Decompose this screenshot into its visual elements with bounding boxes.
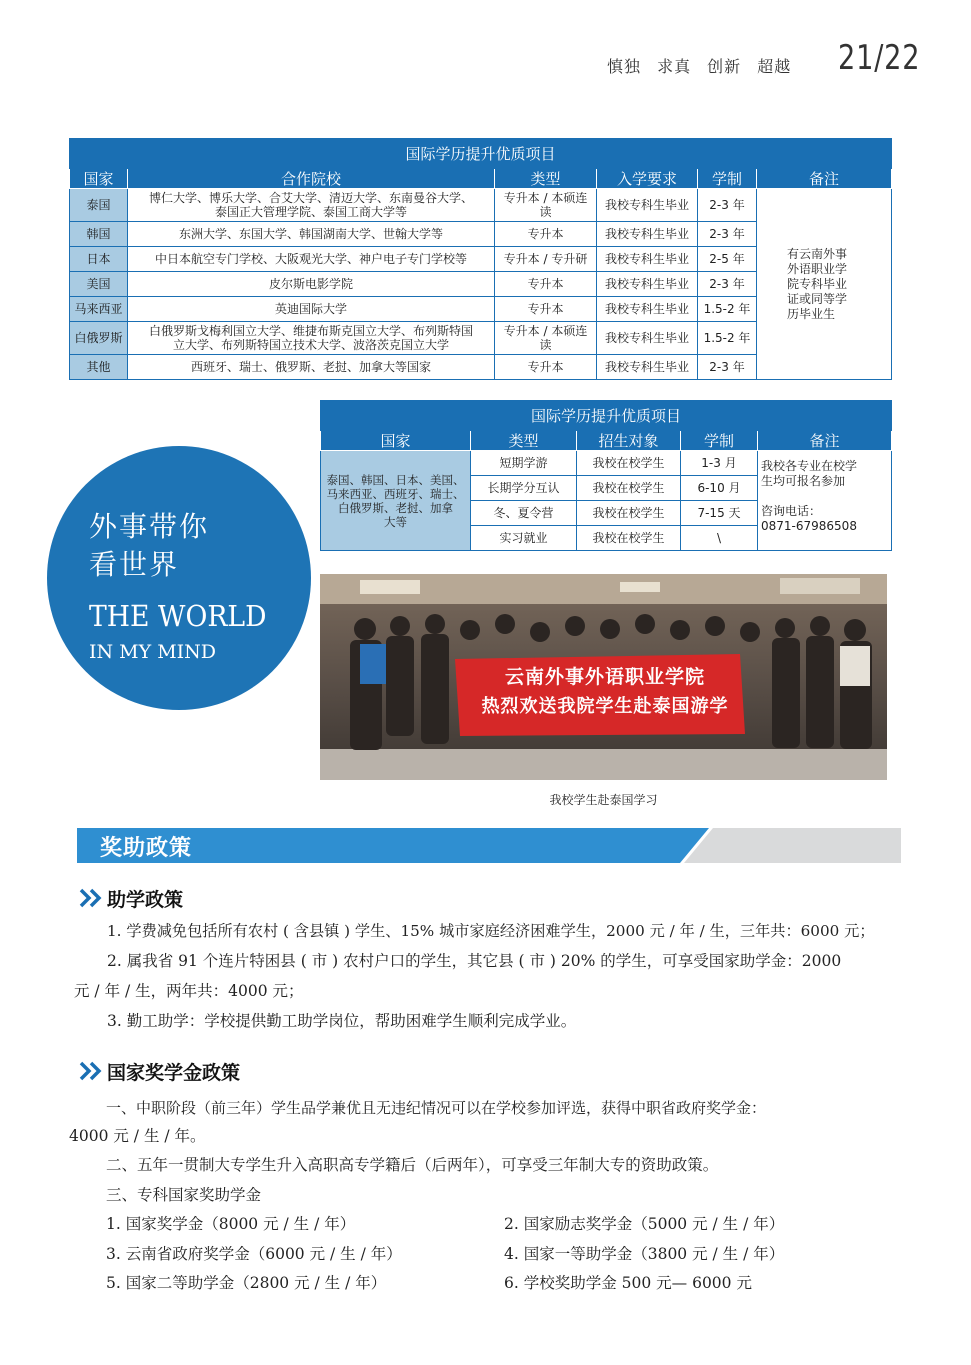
requirement-cell: 我校专科生毕业 bbox=[597, 355, 698, 380]
scholarship-list-item: 4. 国家一等助学金（3800 元 / 生 / 年） bbox=[504, 1245, 785, 1263]
schools-cell: 东洲大学、东国大学、韩国湖南大学、世翰大学等 bbox=[128, 222, 495, 247]
duration-cell: 6-10 月 bbox=[681, 476, 758, 501]
type-cell: 冬、夏令营 bbox=[471, 501, 577, 526]
country-cell: 泰国 bbox=[70, 189, 128, 222]
column-header: 备注 bbox=[758, 431, 892, 451]
type-cell: 专升本 bbox=[495, 222, 597, 247]
requirement-cell: 我校专科生毕业 bbox=[597, 297, 698, 322]
aid-item: 3. 勤工助学：学校提供勤工助学岗位，帮助困难学生顺利完成学业。 bbox=[107, 1012, 577, 1030]
scholarship-paragraph: 一、中职阶段（前三年）学生品学兼优且无违纪情况可以在学校参加评选，获得中职省政府奖学金： bbox=[106, 1099, 767, 1117]
type-cell: 专升本 bbox=[495, 297, 597, 322]
country-cell: 马来西亚 bbox=[70, 297, 128, 322]
scholarship-list-item: 2. 国家励志奖学金（5000 元 / 生 / 年） bbox=[504, 1215, 785, 1233]
duration-cell: 1.5-2 年 bbox=[698, 322, 757, 355]
column-header: 招生对象 bbox=[577, 431, 681, 451]
duration-cell: 7-15 天 bbox=[681, 501, 758, 526]
remarks-cell: 我校各专业在校学 生均可报名参加 咨询电话： 0871-67986508 bbox=[758, 451, 892, 551]
scholarship-paragraph: 4000 元 / 生 / 年。 bbox=[69, 1127, 206, 1145]
column-header: 学制 bbox=[681, 431, 758, 451]
type-cell: 专升本 / 专升研 bbox=[495, 247, 597, 272]
column-header: 入学要求 bbox=[597, 169, 698, 189]
aid-item: 元 / 年 / 生，两年共：4000 元； bbox=[74, 982, 304, 1000]
column-header: 类型 bbox=[471, 431, 577, 451]
country-cell: 其他 bbox=[70, 355, 128, 380]
slogan-circle bbox=[47, 446, 311, 710]
table-row bbox=[70, 189, 892, 222]
type-cell: 专升本 / 本硕连 读 bbox=[495, 189, 597, 222]
scholarship-heading: 国家奖学金政策 bbox=[78, 1058, 240, 1085]
country-cell: 美国 bbox=[70, 272, 128, 297]
double-chevron-icon bbox=[78, 888, 104, 908]
scholarship-list-item: 3. 云南省政府奖学金（6000 元 / 生 / 年） bbox=[106, 1245, 402, 1263]
requirement-cell: 我校专科生毕业 bbox=[597, 189, 698, 222]
scholarship-list-item: 5. 国家二等助学金（2800 元 / 生 / 年） bbox=[106, 1274, 387, 1292]
schools-cell: 博仁大学、博乐大学、合艾大学、清迈大学、东南曼谷大学、 泰国正大管理学院、泰国工商大学等 bbox=[128, 189, 495, 222]
duration-cell: \ bbox=[681, 526, 758, 551]
requirement-cell: 我校专科生毕业 bbox=[597, 322, 698, 355]
schools-cell: 西班牙、瑞士、俄罗斯、老挝、加拿大等国家 bbox=[128, 355, 495, 380]
requirement-cell: 我校专科生毕业 bbox=[597, 272, 698, 297]
scholarship-list-item: 1. 国家奖学金（8000 元 / 生 / 年） bbox=[106, 1215, 356, 1233]
table-caption: 国际学历提升优质项目 bbox=[70, 139, 892, 169]
degree-program-table bbox=[69, 138, 892, 380]
type-cell: 专升本 / 本硕连 读 bbox=[495, 322, 597, 355]
schools-cell: 中日本航空专门学校、大阪观光大学、神户电子专门学校等 bbox=[128, 247, 495, 272]
duration-cell: 2-3 年 bbox=[698, 222, 757, 247]
country-cell: 日本 bbox=[70, 247, 128, 272]
country-cell: 白俄罗斯 bbox=[70, 322, 128, 355]
section-title: 奖助政策 bbox=[100, 835, 193, 861]
duration-cell: 2-3 年 bbox=[698, 189, 757, 222]
duration-cell: 1.5-2 年 bbox=[698, 297, 757, 322]
column-header: 国家 bbox=[321, 431, 471, 451]
slogan-chinese: 外事带你 看世界 bbox=[89, 510, 210, 581]
column-header: 类型 bbox=[495, 169, 597, 189]
section-header bbox=[77, 828, 901, 863]
schools-cell: 英迪国际大学 bbox=[128, 297, 495, 322]
scholarship-list-item: 6. 学校奖助学金 500 元— 6000 元 bbox=[504, 1274, 752, 1292]
column-header: 合作院校 bbox=[128, 169, 495, 189]
remarks-cell: 有云南外事 外语职业学 院专科毕业 证或同等学 历毕业生 bbox=[757, 189, 892, 380]
type-cell: 专升本 bbox=[495, 355, 597, 380]
aid-policy-heading: 助学政策 bbox=[78, 885, 183, 912]
aid-item: 2. 属我省 91 个连片特困县 ( 市 ) 农村户口的学生，其它县 ( 市 ) 20% 的学生，可享受国家助学金：2000 bbox=[107, 952, 842, 970]
countries-cell: 泰国、韩国、日本、美国、 马来西亚、西班牙、瑞士、 白俄罗斯、老挝、加拿 大等 bbox=[321, 451, 471, 551]
type-cell: 专升本 bbox=[495, 272, 597, 297]
page-number: 21/22 bbox=[838, 38, 921, 78]
scholarship-paragraph: 二、五年一贯制大专学生升入高职高专学籍后（后两年），可享受三年制大专的资助政策。 bbox=[106, 1156, 719, 1174]
aid-item: 1. 学费减免包括所有农村 ( 含县镇 ) 学生、15% 城市家庭经济困难学生，2000 元 / 年 / 生，三年共：6000 元； bbox=[107, 922, 875, 940]
requirement-cell: 我校专科生毕业 bbox=[597, 222, 698, 247]
type-cell: 短期学游 bbox=[471, 451, 577, 476]
double-chevron-icon bbox=[78, 1061, 104, 1081]
duration-cell: 1-3 月 bbox=[681, 451, 758, 476]
type-cell: 长期学分互认 bbox=[471, 476, 577, 501]
schools-cell: 白俄罗斯戈梅利国立大学、维捷布斯克国立大学、布列斯特国 立大学、布列斯特国立技术大学、波洛茨克国立大学 bbox=[128, 322, 495, 355]
table-caption: 国际学历提升优质项目 bbox=[321, 401, 892, 431]
duration-cell: 2-3 年 bbox=[698, 355, 757, 380]
target-cell: 我校在校学生 bbox=[577, 526, 681, 551]
target-cell: 我校在校学生 bbox=[577, 501, 681, 526]
study-abroad-table bbox=[320, 400, 892, 551]
table-row bbox=[321, 451, 892, 476]
group-photo bbox=[320, 574, 887, 780]
duration-cell: 2-5 年 bbox=[698, 247, 757, 272]
scholarship-paragraph: 三、专科国家奖助学金 bbox=[106, 1186, 262, 1204]
type-cell: 实习就业 bbox=[471, 526, 577, 551]
column-header: 国家 bbox=[70, 169, 128, 189]
slogan-english-line2: IN MY MIND bbox=[89, 641, 217, 663]
target-cell: 我校在校学生 bbox=[577, 451, 681, 476]
schools-cell: 皮尔斯电影学院 bbox=[128, 272, 495, 297]
header-motto: 慎独 求真 创新 超越 bbox=[607, 57, 792, 76]
slogan-english-line1: THE WORLD bbox=[89, 599, 267, 633]
requirement-cell: 我校专科生毕业 bbox=[597, 247, 698, 272]
column-header: 学制 bbox=[698, 169, 757, 189]
duration-cell: 2-3 年 bbox=[698, 272, 757, 297]
target-cell: 我校在校学生 bbox=[577, 476, 681, 501]
banner-text: 云南外事外语职业学院 热烈欢送我院学生赴泰国游学 bbox=[481, 666, 729, 717]
photo-caption: 我校学生赴泰国学习 bbox=[549, 793, 658, 807]
column-header: 备注 bbox=[757, 169, 892, 189]
country-cell: 韩国 bbox=[70, 222, 128, 247]
